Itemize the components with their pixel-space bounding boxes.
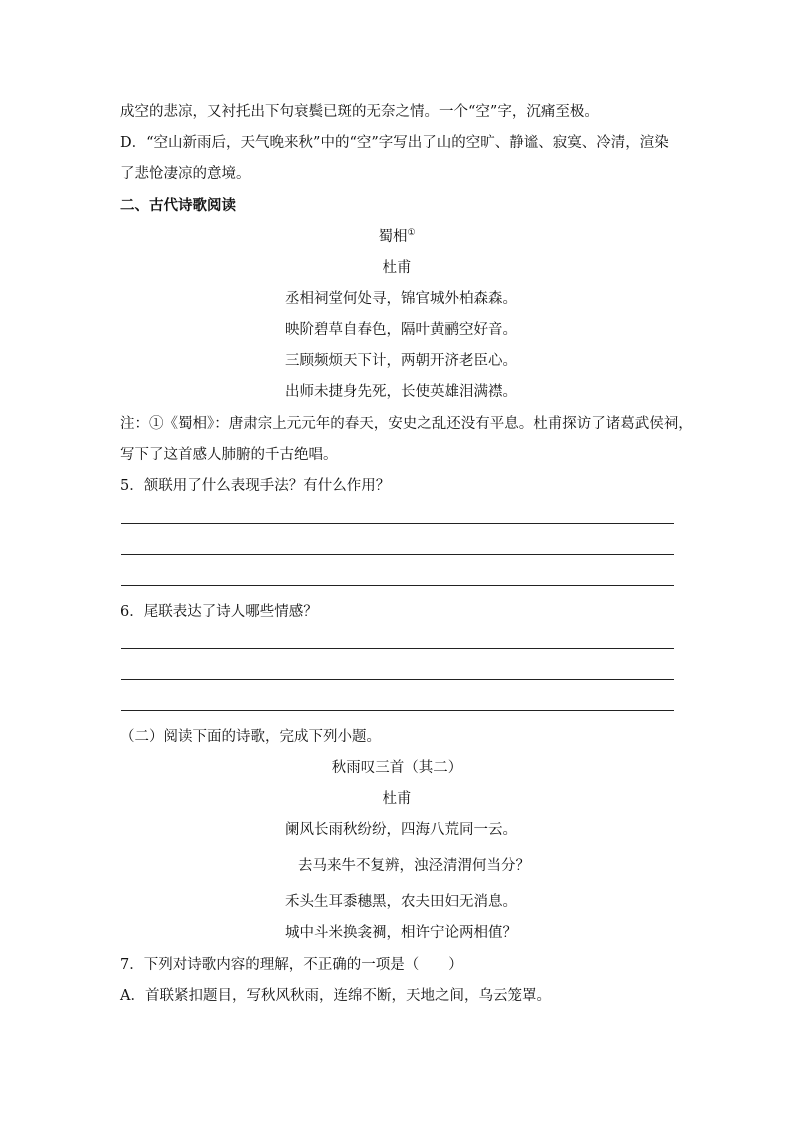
- poem2-line-4: 城中斗米换衾裯，相许宁论两相值？: [285, 925, 517, 941]
- option-d-line-2: 了悲怆凄凉的意境。: [120, 166, 251, 182]
- poem1-line-1: 丞相祠堂何处寻，锦官城外柏森森。: [285, 291, 517, 307]
- poem1-title-text: 蜀相: [378, 229, 408, 245]
- answer-line[interactable]: [121, 710, 674, 711]
- paragraph-continuation: 成空的悲凉，又衬托出下句衰鬓已斑的无奈之情。一个“空”字，沉痛至极。: [120, 104, 599, 120]
- section-heading: 二、古代诗歌阅读: [120, 198, 236, 214]
- poem1-author: 杜甫: [382, 260, 412, 276]
- poem1-title: [0, 227, 794, 247]
- option-d-line-1: D．“空山新雨后，天气晚来秋”中的“空”字写出了山的空旷、静谧、寂寞、冷清，渲染: [120, 135, 669, 151]
- poem2-line-2: 去马来牛不复辨，浊泾清渭何当分？: [298, 858, 530, 874]
- poem1-note-line-1: 注：①《蜀相》：唐肃宗上元元年的春天，安史之乱还没有平息。杜甫探访了诸葛武侯祠，: [120, 416, 693, 432]
- poem2-line-1: 阑风长雨秋纷纷，四海八荒同一云。: [285, 822, 517, 838]
- question-7-option-a: A．首联紧扣题目，写秋风秋雨，连绵不断，天地之间，乌云笼罩。: [120, 988, 551, 1004]
- poem2-line-3: 禾头生耳黍穗黑，农夫田妇无消息。: [285, 894, 517, 910]
- answer-line[interactable]: [121, 679, 674, 680]
- poem2-author: 杜甫: [382, 791, 412, 807]
- poem1-line-2: 映阶碧草自春色，隔叶黄鹂空好音。: [285, 322, 517, 338]
- poem1-line-4: 出师未捷身先死，长使英雄泪满襟。: [285, 384, 517, 400]
- poem1-note-line-2: 写下了这首感人肺腑的千古绝唱。: [120, 447, 338, 463]
- answer-line[interactable]: [121, 523, 674, 524]
- answer-line[interactable]: [121, 585, 674, 586]
- answer-line[interactable]: [121, 648, 674, 649]
- question-6: 6．尾联表达了诗人哪些情感？: [120, 604, 318, 620]
- poem1-note-mark: ①: [407, 228, 416, 239]
- part2-intro: （二）阅读下面的诗歌，完成下列小题。: [120, 729, 381, 745]
- answer-line[interactable]: [121, 554, 674, 555]
- question-5: 5．颔联用了什么表现手法？有什么作用？: [120, 478, 391, 494]
- poem2-title: 秋雨叹三首（其二）: [331, 760, 463, 776]
- poem1-line-3: 三顾频烦天下计，两朝开济老臣心。: [285, 353, 517, 369]
- question-7: 7．下列对诗歌内容的理解，不正确的一项是（ ）: [120, 957, 463, 973]
